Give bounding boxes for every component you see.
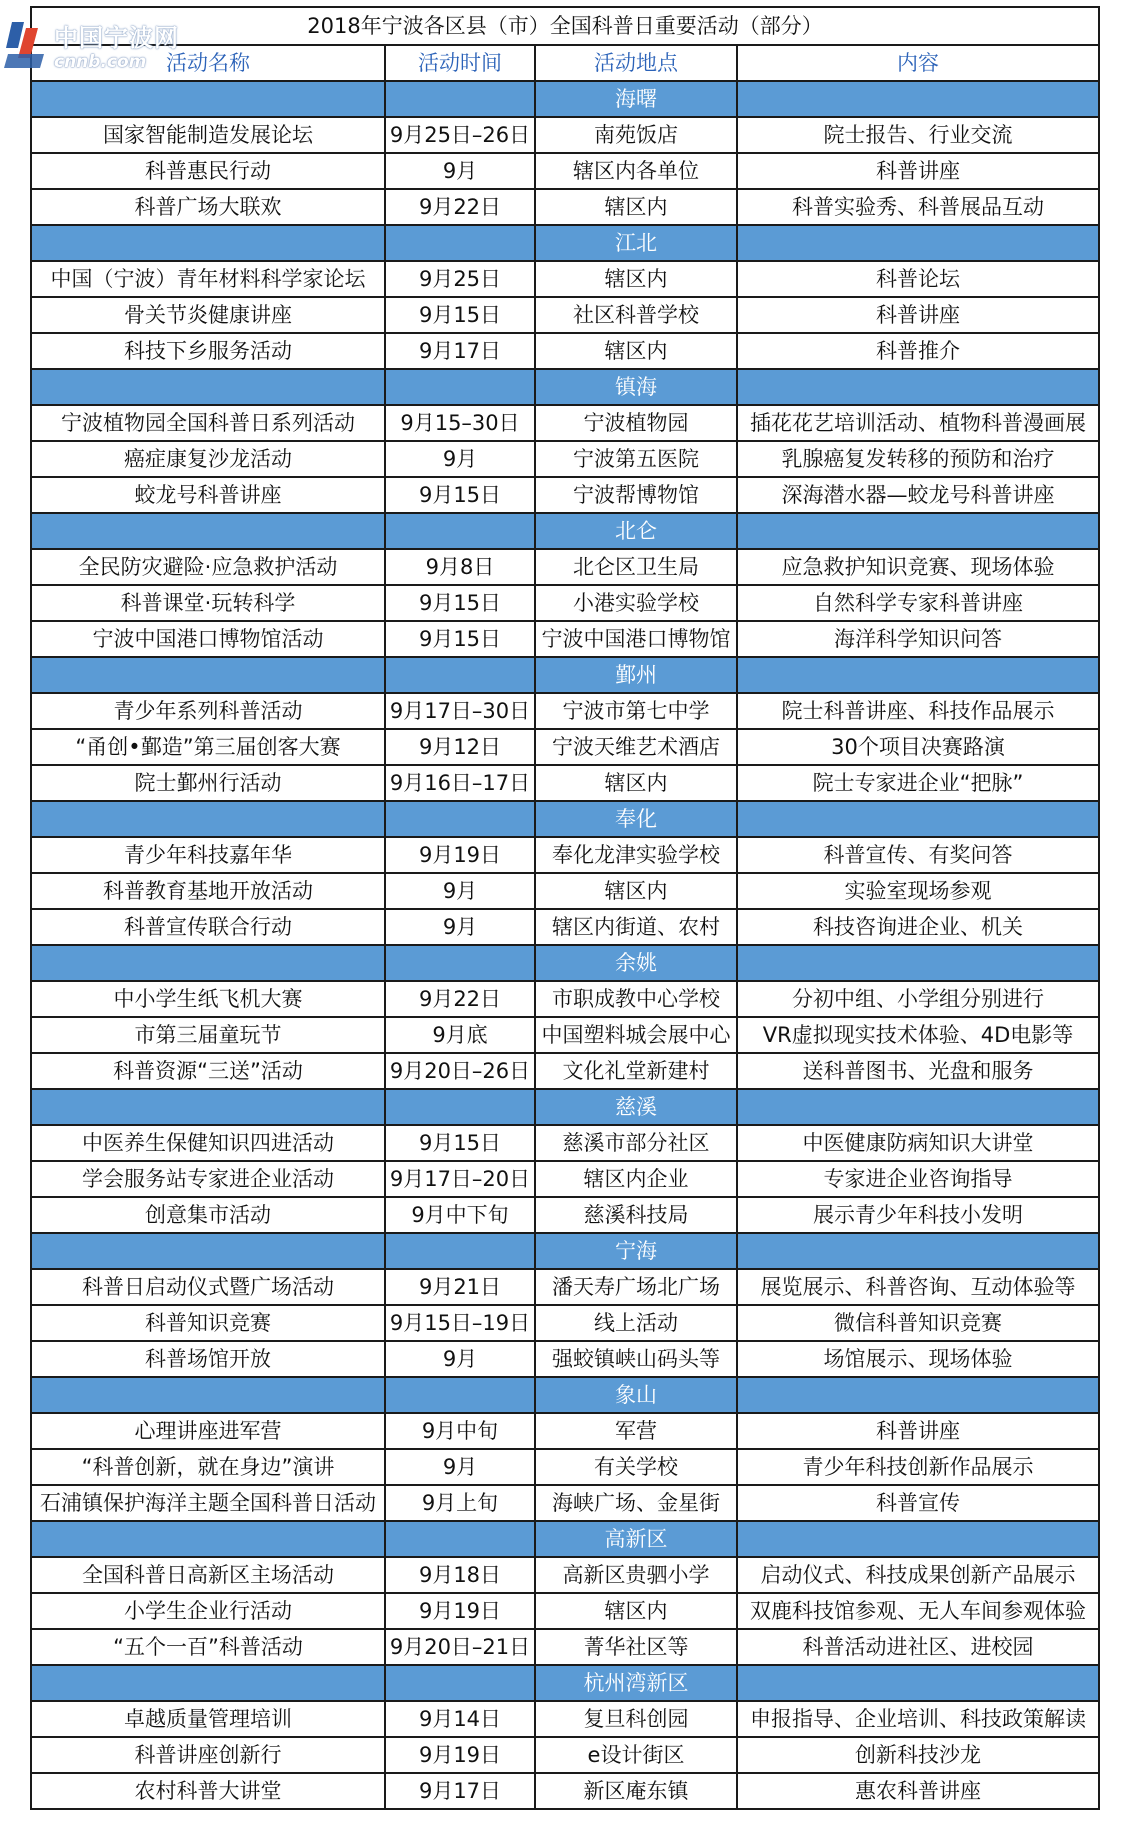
activity-content-cell: 院士科普讲座、科技作品展示 [737, 693, 1099, 729]
activity-time-cell: 9月17日 [385, 333, 535, 369]
activity-time-cell: 9月22日 [385, 189, 535, 225]
table-row [31, 1701, 1099, 1737]
activity-location-cell: 有关学校 [535, 1449, 737, 1485]
region-name: 江北 [535, 225, 737, 261]
activity-content-cell: 深海潜水器—蛟龙号科普讲座 [737, 477, 1099, 513]
activity-content-cell: 惠农科普讲座 [737, 1773, 1099, 1809]
activity-location-cell: 高新区贵驷小学 [535, 1557, 737, 1593]
activity-content-cell: VR虚拟现实技术体验、4D电影等 [737, 1017, 1099, 1053]
activity-name-cell: 中小学生纸飞机大赛 [31, 981, 385, 1017]
table-row [31, 1017, 1099, 1053]
region-name: 鄞州 [535, 657, 737, 693]
table-row [31, 873, 1099, 909]
table-row [31, 621, 1099, 657]
region-blank-cell [737, 1233, 1099, 1269]
activity-location-cell: 宁波市第七中学 [535, 693, 737, 729]
activity-content-cell: 专家进企业咨询指导 [737, 1161, 1099, 1197]
activity-location-cell: 中国塑料城会展中心 [535, 1017, 737, 1053]
activity-time-cell: 9月20日–26日 [385, 1053, 535, 1089]
activity-content-cell: 展览展示、科普咨询、互动体验等 [737, 1269, 1099, 1305]
activity-content-cell: 插花花艺培训活动、植物科普漫画展 [737, 405, 1099, 441]
activity-location-cell: 北仑区卫生局 [535, 549, 737, 585]
region-row [31, 369, 1099, 405]
table-row [31, 837, 1099, 873]
region-blank-cell [737, 513, 1099, 549]
activity-name-cell: 科普教育基地开放活动 [31, 873, 385, 909]
table-row [31, 729, 1099, 765]
activity-location-cell: 辖区内 [535, 1593, 737, 1629]
activity-name-cell: “甬创•鄞造”第三届创客大赛 [31, 729, 385, 765]
activity-time-cell: 9月16日–17日 [385, 765, 535, 801]
table-title: 2018年宁波各区县（市）全国科普日重要活动（部分） [31, 7, 1099, 45]
activity-name-cell: “科普创新，就在身边”演讲 [31, 1449, 385, 1485]
header-activity-time: 活动时间 [385, 45, 535, 81]
activity-name-cell: 科普惠民行动 [31, 153, 385, 189]
activity-content-cell: 应急救护知识竞赛、现场体验 [737, 549, 1099, 585]
region-row [31, 1233, 1099, 1269]
activity-name-cell: 创意集市活动 [31, 1197, 385, 1233]
region-blank-cell [737, 801, 1099, 837]
activity-content-cell: 实验室现场参观 [737, 873, 1099, 909]
region-blank-cell [385, 1665, 535, 1701]
activity-location-cell: 宁波中国港口博物馆 [535, 621, 737, 657]
activity-location-cell: 辖区内各单位 [535, 153, 737, 189]
activity-time-cell: 9月20日–21日 [385, 1629, 535, 1665]
activity-time-cell: 9月15日–19日 [385, 1305, 535, 1341]
activity-name-cell: 科普场馆开放 [31, 1341, 385, 1377]
activity-time-cell: 9月8日 [385, 549, 535, 585]
activity-name-cell: 科普课堂·玩转科学 [31, 585, 385, 621]
region-name: 海曙 [535, 81, 737, 117]
activity-time-cell: 9月22日 [385, 981, 535, 1017]
activity-content-cell: 海洋科学知识问答 [737, 621, 1099, 657]
region-name: 余姚 [535, 945, 737, 981]
activity-location-cell: 辖区内 [535, 765, 737, 801]
activity-name-cell: 科技下乡服务活动 [31, 333, 385, 369]
activity-content-cell: 科普论坛 [737, 261, 1099, 297]
table-row [31, 981, 1099, 1017]
region-blank-cell [737, 657, 1099, 693]
cnnb-watermark-logo [4, 10, 224, 84]
region-blank-cell [737, 1089, 1099, 1125]
activity-content-cell: 科普宣传、有奖问答 [737, 837, 1099, 873]
activity-location-cell: 奉化龙津实验学校 [535, 837, 737, 873]
header-activity-name: 活动名称 [31, 45, 385, 81]
region-blank-cell [385, 657, 535, 693]
activity-location-cell: 海峡广场、金星街 [535, 1485, 737, 1521]
activity-content-cell: 乳腺癌复发转移的预防和治疗 [737, 441, 1099, 477]
activity-location-cell: 辖区内 [535, 261, 737, 297]
activity-content-cell: 科普讲座 [737, 153, 1099, 189]
region-row [31, 513, 1099, 549]
activity-name-cell: 卓越质量管理培训 [31, 1701, 385, 1737]
activity-content-cell: 双鹿科技馆参观、无人车间参观体验 [737, 1593, 1099, 1629]
activity-location-cell: 社区科普学校 [535, 297, 737, 333]
region-blank-cell [31, 81, 385, 117]
activity-name-cell: 学会服务站专家进企业活动 [31, 1161, 385, 1197]
cnnb-logo-icon [4, 18, 56, 76]
activity-content-cell: 科普宣传 [737, 1485, 1099, 1521]
activity-content-cell: 科普活动进社区、进校园 [737, 1629, 1099, 1665]
activity-content-cell: 中医健康防病知识大讲堂 [737, 1125, 1099, 1161]
watermark-cn-text: 中国宁波网 [54, 24, 179, 52]
activity-time-cell: 9月底 [385, 1017, 535, 1053]
region-blank-cell [31, 801, 385, 837]
region-blank-cell [737, 225, 1099, 261]
table-row [31, 1449, 1099, 1485]
region-blank-cell [31, 657, 385, 693]
table-row [31, 1269, 1099, 1305]
table-row [31, 549, 1099, 585]
activity-location-cell: 宁波植物园 [535, 405, 737, 441]
region-blank-cell [31, 1377, 385, 1413]
region-name: 北仑 [535, 513, 737, 549]
activity-name-cell: 青少年科技嘉年华 [31, 837, 385, 873]
activity-location-cell: 潘天寿广场北广场 [535, 1269, 737, 1305]
activity-content-cell: 科普讲座 [737, 297, 1099, 333]
activity-location-cell: 辖区内 [535, 873, 737, 909]
activity-name-cell: 中国（宁波）青年材料科学家论坛 [31, 261, 385, 297]
region-name: 宁海 [535, 1233, 737, 1269]
region-row [31, 1377, 1099, 1413]
table-row [31, 477, 1099, 513]
region-blank-cell [385, 945, 535, 981]
table-row [31, 1341, 1099, 1377]
activity-name-cell: 科普知识竞赛 [31, 1305, 385, 1341]
activity-content-cell: 展示青少年科技小发明 [737, 1197, 1099, 1233]
table-row [31, 765, 1099, 801]
region-blank-cell [737, 81, 1099, 117]
region-row [31, 657, 1099, 693]
table-row [31, 261, 1099, 297]
activity-time-cell: 9月 [385, 1341, 535, 1377]
activity-time-cell: 9月15–30日 [385, 405, 535, 441]
table-row [31, 909, 1099, 945]
activity-time-cell: 9月15日 [385, 477, 535, 513]
activity-time-cell: 9月 [385, 1449, 535, 1485]
watermark-url-text: cnnb.com [54, 52, 147, 72]
activity-location-cell: 宁波天维艺术酒店 [535, 729, 737, 765]
table-row [31, 1737, 1099, 1773]
table-row [31, 117, 1099, 153]
activity-content-cell: 院士报告、行业交流 [737, 117, 1099, 153]
activity-time-cell: 9月上旬 [385, 1485, 535, 1521]
region-blank-cell [385, 225, 535, 261]
activity-location-cell: 新区庵东镇 [535, 1773, 737, 1809]
table-row [31, 1629, 1099, 1665]
activity-name-cell: 全国科普日高新区主场活动 [31, 1557, 385, 1593]
activity-time-cell: 9月19日 [385, 1593, 535, 1629]
region-blank-cell [31, 1089, 385, 1125]
activity-location-cell: 线上活动 [535, 1305, 737, 1341]
activity-content-cell: 院士专家进企业“把脉” [737, 765, 1099, 801]
region-blank-cell [385, 1233, 535, 1269]
table-row [31, 1485, 1099, 1521]
activity-content-cell: 分初中组、小学组分别进行 [737, 981, 1099, 1017]
table-row [31, 585, 1099, 621]
activity-location-cell: 宁波帮博物馆 [535, 477, 737, 513]
header-content: 内容 [737, 45, 1099, 81]
activity-time-cell: 9月17日–30日 [385, 693, 535, 729]
activity-location-cell: 慈溪市部分社区 [535, 1125, 737, 1161]
activity-content-cell: 科普讲座 [737, 1413, 1099, 1449]
region-blank-cell [385, 1089, 535, 1125]
region-row [31, 1521, 1099, 1557]
activity-name-cell: 农村科普大讲堂 [31, 1773, 385, 1809]
region-blank-cell [737, 1665, 1099, 1701]
activity-name-cell: 国家智能制造发展论坛 [31, 117, 385, 153]
table-row [31, 1557, 1099, 1593]
region-name: 杭州湾新区 [535, 1665, 737, 1701]
activity-time-cell: 9月 [385, 441, 535, 477]
table-row [31, 297, 1099, 333]
activity-content-cell: 科普实验秀、科普展品互动 [737, 189, 1099, 225]
activity-location-cell: 辖区内企业 [535, 1161, 737, 1197]
activity-name-cell: 市第三届童玩节 [31, 1017, 385, 1053]
activity-content-cell: 场馆展示、现场体验 [737, 1341, 1099, 1377]
activity-name-cell: 中医养生保健知识四进活动 [31, 1125, 385, 1161]
activity-location-cell: e设计街区 [535, 1737, 737, 1773]
activity-time-cell: 9月15日 [385, 585, 535, 621]
activities-table-container [30, 6, 1098, 1810]
activity-name-cell: 宁波中国港口博物馆活动 [31, 621, 385, 657]
table-row [31, 405, 1099, 441]
activity-location-cell: 南苑饭店 [535, 117, 737, 153]
region-name: 奉化 [535, 801, 737, 837]
activity-name-cell: 宁波植物园全国科普日系列活动 [31, 405, 385, 441]
region-blank-cell [737, 945, 1099, 981]
activity-time-cell: 9月17日 [385, 1773, 535, 1809]
activity-time-cell: 9月19日 [385, 1737, 535, 1773]
activity-name-cell: 小学生企业行活动 [31, 1593, 385, 1629]
activity-location-cell: 慈溪科技局 [535, 1197, 737, 1233]
activity-location-cell: 复旦科创园 [535, 1701, 737, 1737]
activity-name-cell: 全民防灾避险·应急救护活动 [31, 549, 385, 585]
activity-name-cell: 石浦镇保护海洋主题全国科普日活动 [31, 1485, 385, 1521]
region-name: 慈溪 [535, 1089, 737, 1125]
activity-name-cell: “五个一百”科普活动 [31, 1629, 385, 1665]
activity-time-cell: 9月中下旬 [385, 1197, 535, 1233]
table-row [31, 1413, 1099, 1449]
activity-time-cell: 9月 [385, 873, 535, 909]
region-row [31, 1665, 1099, 1701]
region-row [31, 225, 1099, 261]
activity-time-cell: 9月 [385, 153, 535, 189]
activity-time-cell: 9月12日 [385, 729, 535, 765]
activity-content-cell: 启动仪式、科技成果创新产品展示 [737, 1557, 1099, 1593]
activity-time-cell: 9月15日 [385, 621, 535, 657]
region-blank-cell [737, 1377, 1099, 1413]
activity-time-cell: 9月中旬 [385, 1413, 535, 1449]
activity-content-cell: 送科普图书、光盘和服务 [737, 1053, 1099, 1089]
activity-location-cell: 菁华社区等 [535, 1629, 737, 1665]
table-row [31, 1305, 1099, 1341]
region-row [31, 81, 1099, 117]
region-blank-cell [31, 945, 385, 981]
region-blank-cell [31, 1665, 385, 1701]
table-row [31, 1161, 1099, 1197]
activity-time-cell: 9月15日 [385, 1125, 535, 1161]
region-row [31, 1089, 1099, 1125]
activity-location-cell: 辖区内 [535, 189, 737, 225]
activity-name-cell: 癌症康复沙龙活动 [31, 441, 385, 477]
activity-name-cell: 科普日启动仪式暨广场活动 [31, 1269, 385, 1305]
activity-content-cell: 青少年科技创新作品展示 [737, 1449, 1099, 1485]
region-blank-cell [31, 1521, 385, 1557]
activity-name-cell: 心理讲座进军营 [31, 1413, 385, 1449]
region-blank-cell [31, 369, 385, 405]
table-row [31, 1197, 1099, 1233]
activity-content-cell: 30个项目决赛路演 [737, 729, 1099, 765]
activity-content-cell: 申报指导、企业培训、科技政策解读 [737, 1701, 1099, 1737]
activity-location-cell: 强蛟镇峡山码头等 [535, 1341, 737, 1377]
activity-time-cell: 9月25日 [385, 261, 535, 297]
region-blank-cell [385, 81, 535, 117]
activity-time-cell: 9月15日 [385, 297, 535, 333]
table-row [31, 333, 1099, 369]
activity-time-cell: 9月 [385, 909, 535, 945]
activity-time-cell: 9月18日 [385, 1557, 535, 1593]
activity-content-cell: 科技咨询进企业、机关 [737, 909, 1099, 945]
activity-content-cell: 微信科普知识竞赛 [737, 1305, 1099, 1341]
activity-name-cell: 科普资源“三送”活动 [31, 1053, 385, 1089]
activity-time-cell: 9月14日 [385, 1701, 535, 1737]
activity-time-cell: 9月17日–20日 [385, 1161, 535, 1197]
table-row [31, 153, 1099, 189]
region-blank-cell [737, 1521, 1099, 1557]
table-row [31, 1125, 1099, 1161]
region-blank-cell [385, 513, 535, 549]
activity-location-cell: 文化礼堂新建村 [535, 1053, 737, 1089]
activity-content-cell: 创新科技沙龙 [737, 1737, 1099, 1773]
region-blank-cell [385, 1521, 535, 1557]
region-blank-cell [385, 1377, 535, 1413]
activity-time-cell: 9月19日 [385, 837, 535, 873]
activities-table [30, 6, 1100, 1810]
activity-name-cell: 蛟龙号科普讲座 [31, 477, 385, 513]
activity-name-cell: 院士鄞州行活动 [31, 765, 385, 801]
activity-location-cell: 小港实验学校 [535, 585, 737, 621]
activity-location-cell: 宁波第五医院 [535, 441, 737, 477]
region-name: 象山 [535, 1377, 737, 1413]
region-name: 高新区 [535, 1521, 737, 1557]
activity-location-cell: 辖区内街道、农村 [535, 909, 737, 945]
table-row [31, 1053, 1099, 1089]
activity-name-cell: 骨关节炎健康讲座 [31, 297, 385, 333]
activity-content-cell: 科普推介 [737, 333, 1099, 369]
region-row [31, 801, 1099, 837]
table-row [31, 1593, 1099, 1629]
region-row [31, 945, 1099, 981]
region-blank-cell [31, 1233, 385, 1269]
activity-content-cell: 自然科学专家科普讲座 [737, 585, 1099, 621]
table-row [31, 1773, 1099, 1809]
region-blank-cell [737, 369, 1099, 405]
header-activity-location: 活动地点 [535, 45, 737, 81]
region-blank-cell [31, 225, 385, 261]
activity-name-cell: 科普广场大联欢 [31, 189, 385, 225]
activity-name-cell: 科普宣传联合行动 [31, 909, 385, 945]
activity-location-cell: 辖区内 [535, 333, 737, 369]
region-blank-cell [385, 801, 535, 837]
table-row [31, 189, 1099, 225]
activity-name-cell: 青少年系列科普活动 [31, 693, 385, 729]
activity-name-cell: 科普讲座创新行 [31, 1737, 385, 1773]
table-row [31, 693, 1099, 729]
table-row [31, 441, 1099, 477]
region-blank-cell [31, 513, 385, 549]
activity-location-cell: 市职成教中心学校 [535, 981, 737, 1017]
activity-time-cell: 9月25日–26日 [385, 117, 535, 153]
region-blank-cell [385, 369, 535, 405]
region-name: 镇海 [535, 369, 737, 405]
activity-time-cell: 9月21日 [385, 1269, 535, 1305]
activity-location-cell: 军营 [535, 1413, 737, 1449]
